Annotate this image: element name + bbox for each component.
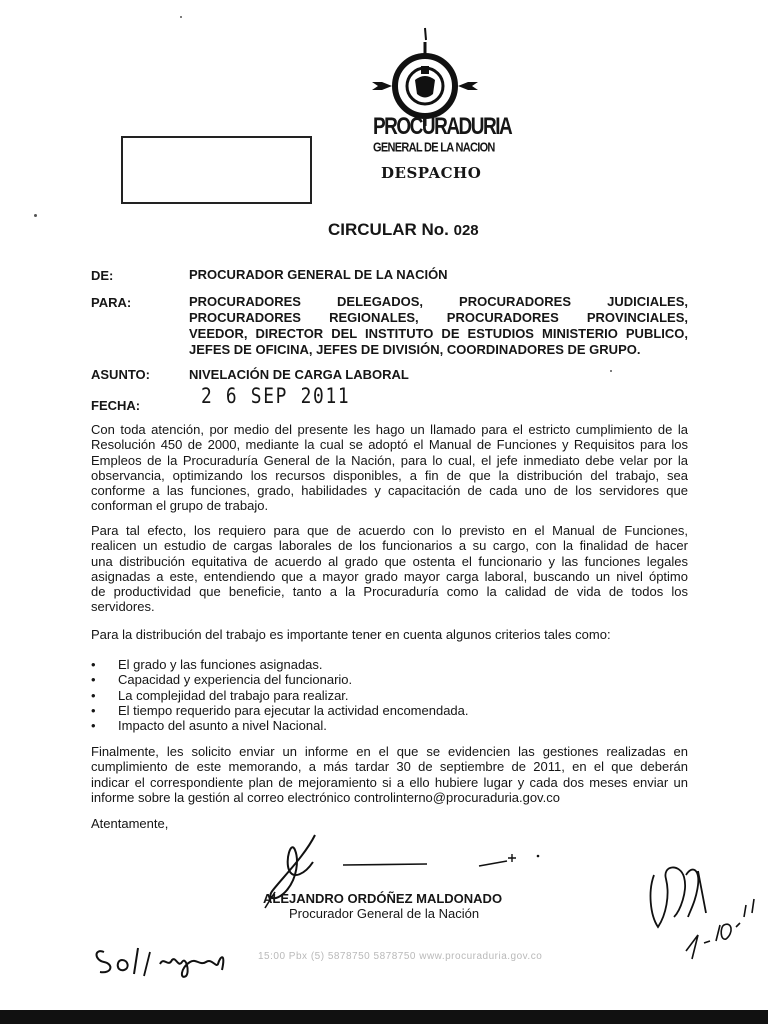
procuraduria-seal-emblem [368,26,488,126]
asunto-label: ASUNTO: [91,367,150,382]
paragraph-line: de productividad que beneficie, tanto a la Procuraduría como la calidad de vida de todos los [91,584,688,600]
date-stamp: 2 6 SEP 2011 [201,384,351,408]
criteria-item: • Capacidad y experiencia del funcionario. [91,672,688,687]
blank-stamp-box [121,136,312,204]
recipient-line: PROCURADORES REGIONALES, PROCURADORES PROVINCIALES, [189,310,688,325]
paragraph-line: indicar el correspondiente plan de mejoramiento si a ello hubiere lugar y cada dos meses enviar un [91,774,688,790]
para-recipients [189,294,688,358]
office-name: DESPACHO [381,164,482,182]
paragraph-line: informe sobre la gestión al correo electrónico controlinterno@procuraduria.gov.co [91,789,560,805]
body-paragraph-3: Para la distribución del trabajo es importante tener en cuenta algunos criterios tales como: [91,627,611,642]
criteria-item: • La complejidad del trabajo para realizar. [91,688,688,703]
closing-salutation: Atentamente, [91,816,169,831]
fecha-label: FECHA: [91,398,141,413]
body-paragraph-2 [91,523,688,615]
recipient-line: JEFES DE OFICINA, JEFES DE DIVISIÓN, COORDINADORES DE GRUPO. [189,342,641,357]
faded-contact-footer: 15:00 Pbx (5) 5878750 5878750 www.procuraduria.gov.co [258,951,543,962]
paragraph-line: observancia, optimizando los recursos disponibles, a fin de que la distribución del trabajo, sea [91,467,688,483]
paragraph-line: cumplimiento de este memorando, a más tardar 30 de septiembre de 2011, en el que deberán [91,759,688,775]
recipient-line: VEEDOR, DIRECTOR DEL INSTITUTO DE ESTUDIOS MINISTERIO PUBLICO, [189,326,688,341]
scan-bottom-border [0,1010,768,1024]
circular-label: CIRCULAR No. [328,220,449,239]
institution-name: PROCURADURIA [373,114,512,141]
de-value: PROCURADOR GENERAL DE LA NACIÓN [189,267,448,282]
asunto-value: NIVELACIÓN DE CARGA LABORAL [189,367,409,382]
handwritten-initials-date [640,855,760,965]
scan-speck [610,370,612,372]
paragraph-line: servidores. [91,599,155,615]
paragraph-line: conforman el grupo de trabajo. [91,498,269,514]
signer-name: ALEJANDRO ORDÓÑEZ MALDONADO [263,891,503,906]
circular-number: 028 [453,222,479,239]
paragraph-line: una distribución equitativa de acuerdo al grado que ostenta el funcionario y las funciones legales [91,553,688,569]
scan-speck [180,16,182,18]
recipient-line: PROCURADORES DELEGADOS, PROCURADORES JUDICIALES, [189,294,688,309]
criteria-item: • Impacto del asunto a nivel Nacional. [91,718,688,733]
criteria-item: • El tiempo requerido para ejecutar la actividad encomendada. [91,703,688,718]
signer-title: Procurador General de la Nación [289,906,480,921]
paragraph-line: asignadas a este, entendiendo que a mayor grado mayor carga laboral, buscando un nivel óptimo [91,568,688,584]
paragraph-line: Empleos de la Procuraduría General de la Nación, para lo cual, el jefe inmediato debe velar por la [91,452,688,468]
body-paragraph-4 [91,744,688,805]
paragraph-line: Con toda atención, por medio del presente les hago un llamado para el estricto cumplimiento de la [91,422,688,437]
paragraph-line: conforme a las funciones, grado, habilidades y capacitación de cada uno de los servidores que [91,483,688,499]
paragraph-line: Resolución 450 de 2000, mediante la cual se adoptó el Manual de Funciones y Requisitos para los [91,437,688,453]
body-paragraph-1 [91,422,688,514]
paragraph-line: realicen un estudio de cargas laborales de los funcionarios a su cargo, con la finalidad de hacer [91,538,688,554]
scan-speck [34,214,37,217]
criteria-list [91,657,688,733]
de-label: DE: [91,268,114,283]
para-label: PARA: [91,295,132,310]
paragraph-line: Finalmente, les solicito enviar un informe en el que se evidencien las gestiones realizadas en [91,744,688,759]
paragraph-line: Para tal efecto, los requiero para que de acuerdo con lo previsto en el Manual de Funciones, [91,523,688,538]
criteria-item: • El grado y las funciones asignadas. [91,657,688,672]
handwritten-initials-bottom [90,938,250,980]
institution-subtitle: GENERAL DE LA NACION [373,141,495,155]
circular-heading [328,220,479,240]
